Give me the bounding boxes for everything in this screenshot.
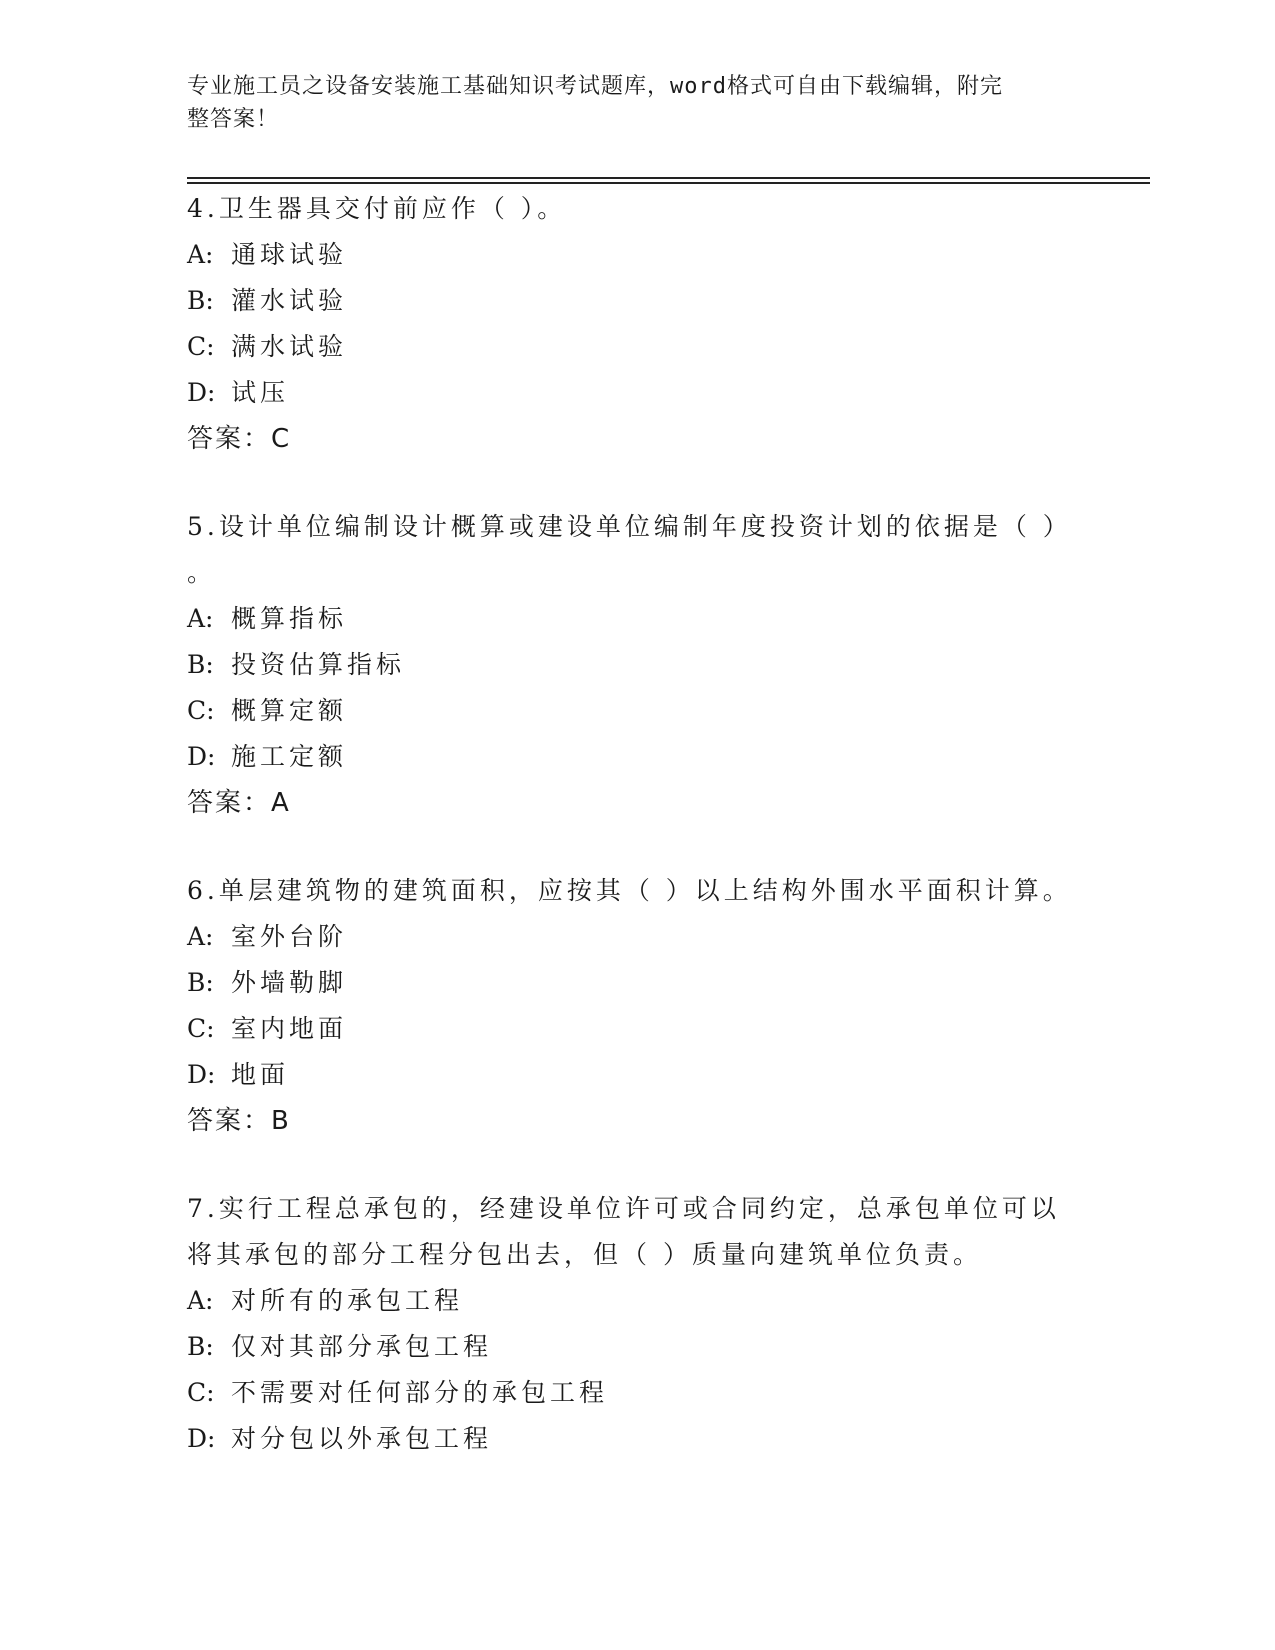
option-key: B: (187, 650, 214, 679)
option-key: D: (187, 1060, 216, 1089)
option-text: 对分包以外承包工程 (231, 1424, 493, 1453)
option-text: 满水试验 (231, 332, 348, 361)
option-d (187, 1052, 1087, 1098)
answer-label: 答案：B (187, 1106, 291, 1136)
option-text: 室内地面 (231, 1014, 348, 1043)
header-divider-bottom (187, 182, 1150, 184)
option-a (187, 596, 1087, 642)
option-key: C: (187, 332, 215, 361)
option-key: C: (187, 1014, 215, 1043)
option-key: D: (187, 378, 216, 407)
option-c (187, 1370, 1087, 1416)
question-4 (187, 186, 1087, 462)
option-text: 通球试验 (231, 240, 348, 269)
option-b (187, 1324, 1087, 1370)
question-5 (187, 504, 1087, 826)
option-text: 地面 (231, 1060, 290, 1089)
question-stem: 4.卫生器具交付前应作（ ）。 (187, 194, 567, 223)
option-c (187, 324, 1087, 370)
option-key: D: (187, 742, 216, 771)
option-b (187, 278, 1087, 324)
header-line-1: 专业施工员之设备安装施工基础知识考试题库，word格式可自由下载编辑，附完 (187, 74, 1003, 99)
option-a (187, 232, 1087, 278)
option-text: 外墙勒脚 (231, 968, 348, 997)
option-b (187, 960, 1087, 1006)
question-stem: 6.单层建筑物的建筑面积，应按其（ ）以上结构外围水平面积计算。 (187, 876, 1072, 905)
question-stem (187, 1186, 1067, 1278)
option-key: A: (187, 240, 214, 269)
option-text: 概算指标 (231, 604, 348, 633)
header-divider-top (187, 177, 1150, 179)
option-c (187, 688, 1087, 734)
option-text: 投资估算指标 (231, 650, 406, 679)
option-key: C: (187, 696, 215, 725)
option-text: 对所有的承包工程 (231, 1286, 464, 1315)
question-stem-line-2: 将其承包的部分工程分包出去，但（ ）质量向建筑单位负责。 (187, 1240, 982, 1269)
option-key: B: (187, 1332, 214, 1361)
question-stem (187, 504, 1072, 596)
header-line-2: 整答案！ (187, 107, 280, 132)
question-7 (187, 1186, 1087, 1462)
question-6 (187, 868, 1087, 1144)
option-key: A: (187, 604, 214, 633)
option-text: 灌水试验 (231, 286, 348, 315)
option-d (187, 734, 1087, 780)
option-a (187, 914, 1087, 960)
option-key: B: (187, 286, 214, 315)
option-c (187, 1006, 1087, 1052)
question-stem-line-1: 5.设计单位编制设计概算或建设单位编制年度投资计划的依据是（ ） (187, 512, 1072, 541)
option-text: 施工定额 (231, 742, 348, 771)
option-key: A: (187, 1286, 214, 1315)
option-text: 仅对其部分承包工程 (231, 1332, 493, 1361)
question-stem-line-2: 。 (187, 558, 217, 587)
question-stem-line-1: 7.实行工程总承包的，经建设单位许可或合同约定，总承包单位可以 (187, 1194, 1060, 1223)
option-a (187, 1278, 1087, 1324)
document-header (187, 70, 1067, 136)
option-text: 概算定额 (231, 696, 348, 725)
option-key: D: (187, 1424, 216, 1453)
answer-label: 答案：A (187, 788, 291, 818)
option-text: 室外台阶 (231, 922, 348, 951)
option-key: C: (187, 1378, 215, 1407)
option-d (187, 370, 1087, 416)
option-key: B: (187, 968, 214, 997)
option-b (187, 642, 1087, 688)
option-key: A: (187, 922, 214, 951)
answer-label: 答案：C (187, 424, 292, 454)
option-text: 试压 (231, 378, 290, 407)
option-d (187, 1416, 1087, 1462)
option-text: 不需要对任何部分的承包工程 (231, 1378, 609, 1407)
